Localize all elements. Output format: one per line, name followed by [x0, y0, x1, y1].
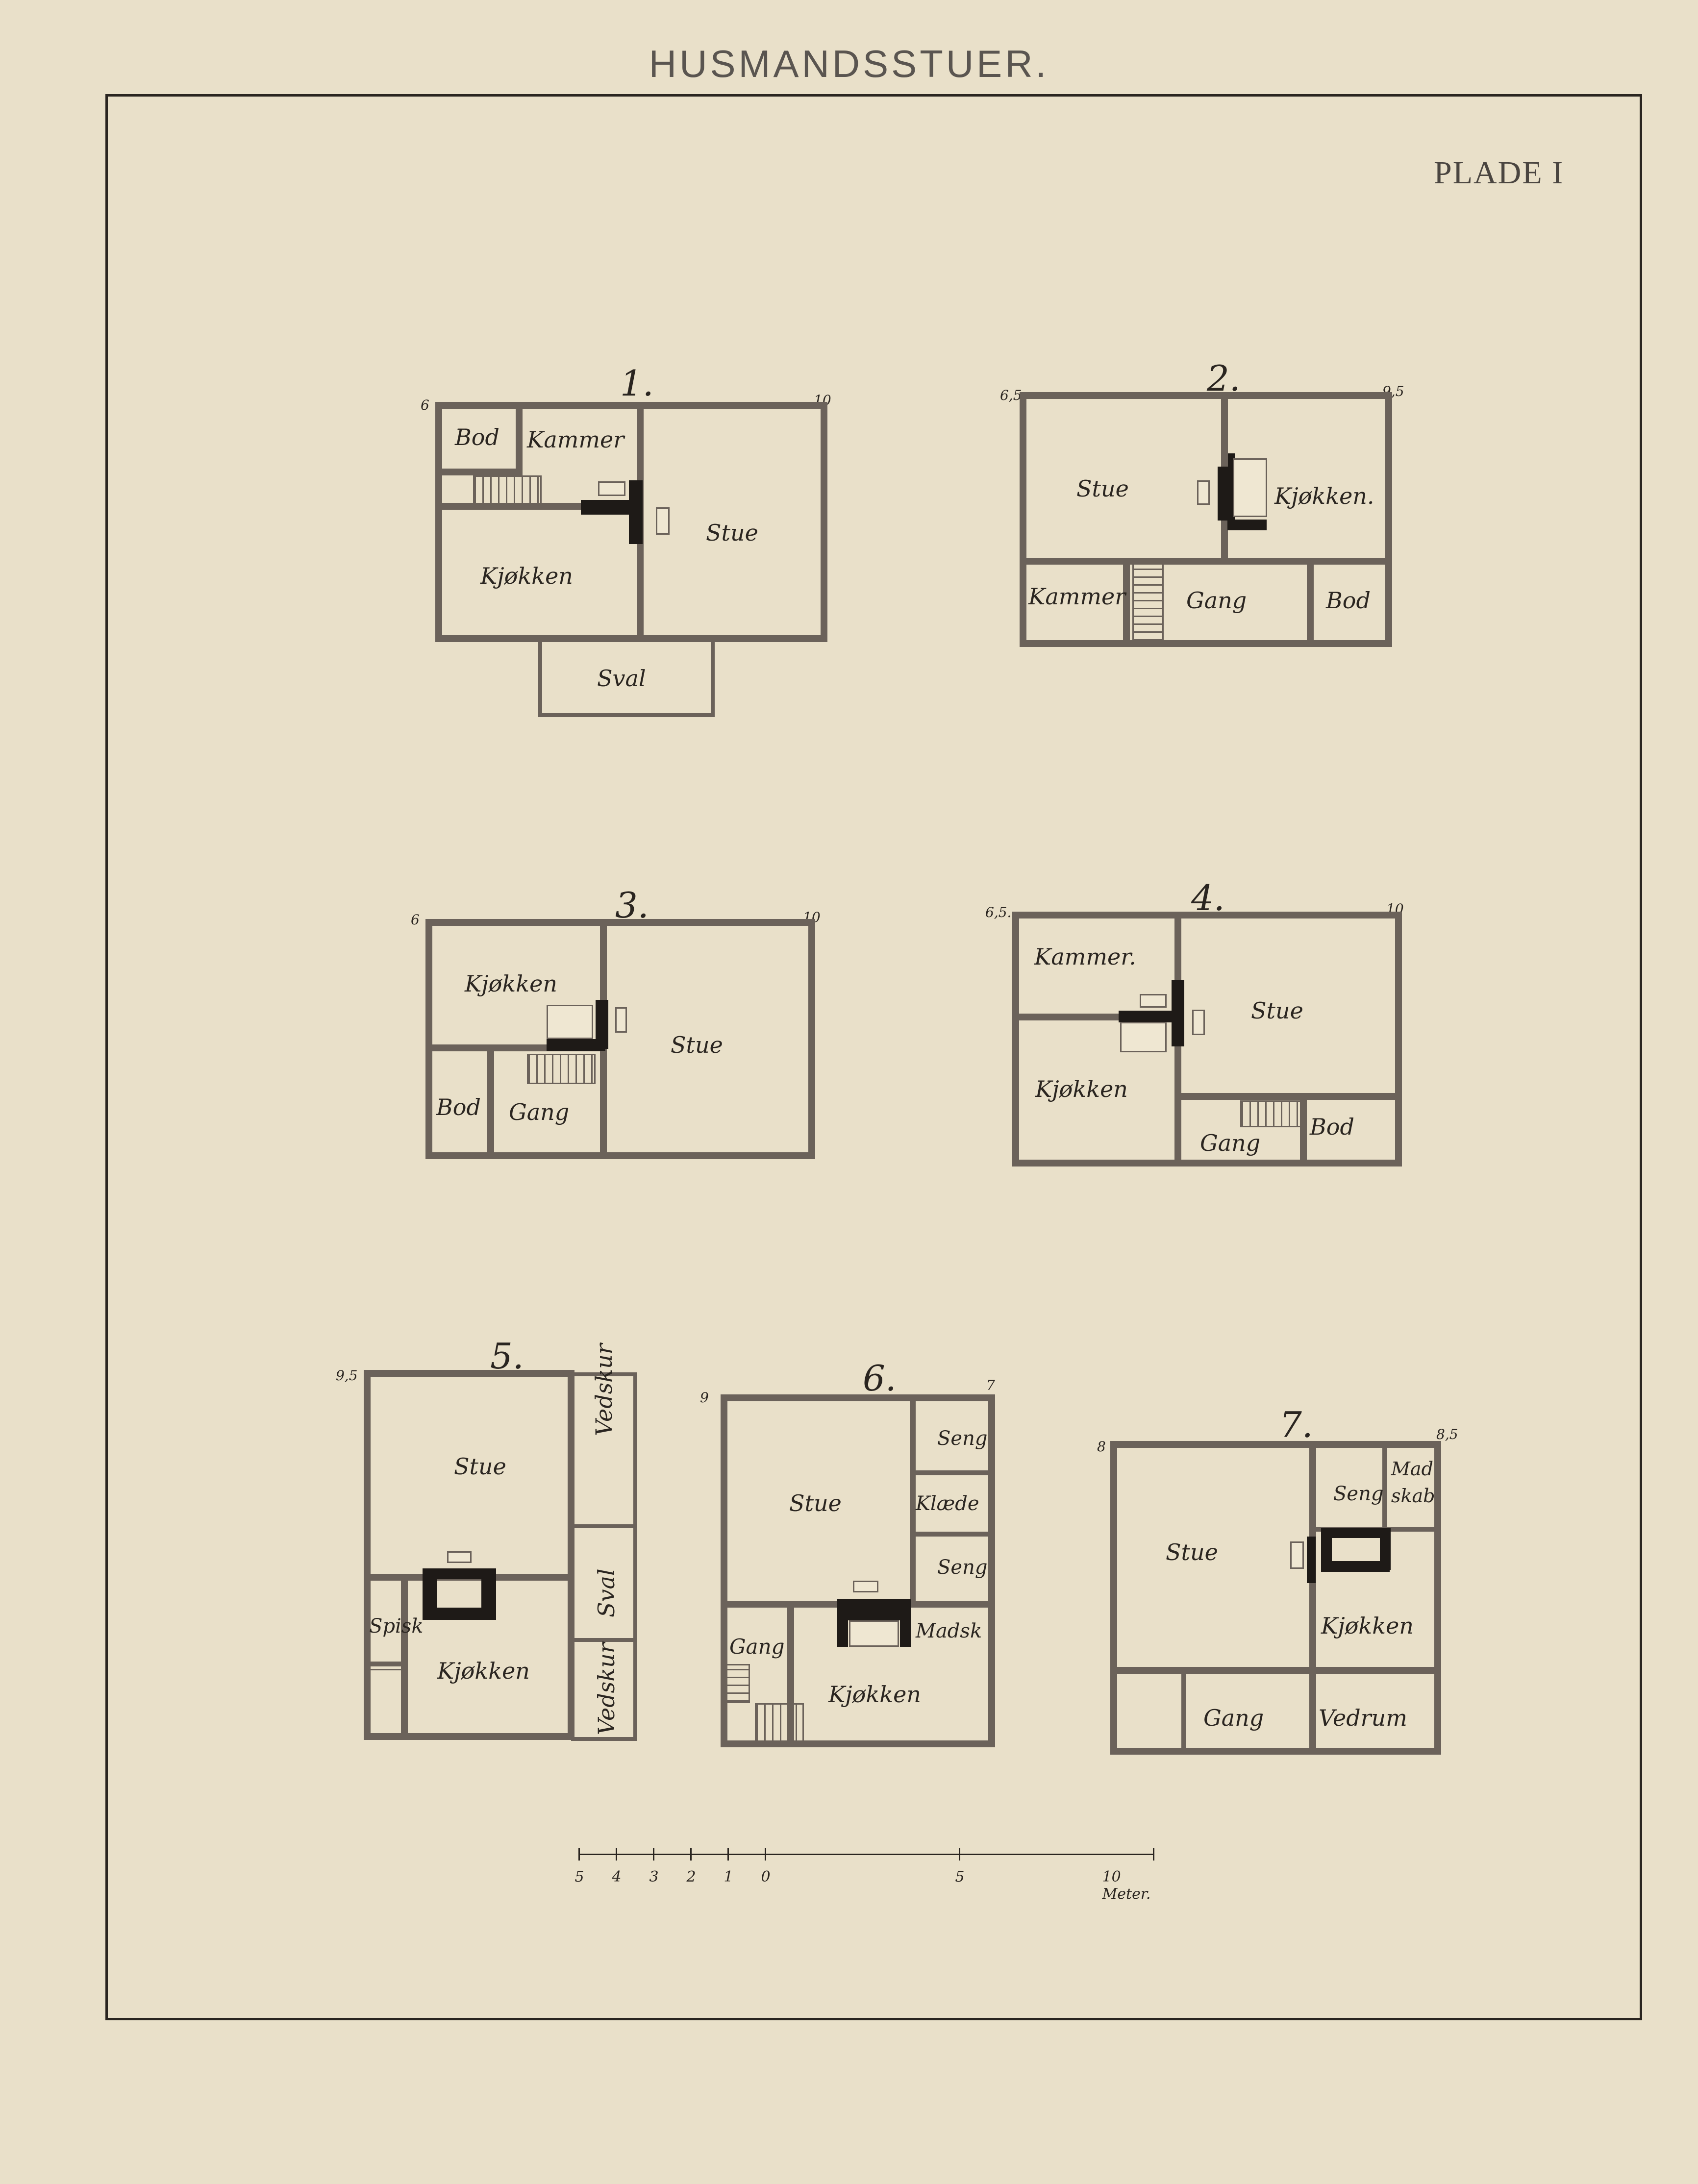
dimension-label: 6,5 — [1000, 387, 1022, 403]
scale-label: 10 Meter. — [1102, 1868, 1151, 1903]
oven-box — [853, 1581, 878, 1592]
room-label: Gang — [1186, 587, 1247, 614]
stove — [1119, 1011, 1177, 1022]
staircase — [755, 1703, 804, 1742]
room-label: Stue — [1166, 1539, 1218, 1565]
plan-number: 2. — [1207, 358, 1241, 399]
scale-tick — [765, 1848, 766, 1861]
dimension-label: 6,5. — [985, 904, 1012, 920]
room-label: Kammer. — [1034, 943, 1136, 970]
oven-box — [1192, 1010, 1205, 1035]
scale-label: 5 — [574, 1868, 584, 1886]
scale-tick — [690, 1848, 692, 1861]
room-label: Spisk — [369, 1615, 424, 1638]
scale-label: 4 — [612, 1868, 622, 1886]
staircase — [1240, 1100, 1301, 1127]
room-label: Stue — [454, 1453, 506, 1480]
dimension-label: 9,5 — [1382, 383, 1404, 399]
stove — [837, 1599, 911, 1609]
dimension-label: 10 — [1386, 901, 1404, 917]
staircase — [1132, 561, 1164, 642]
room-label: Klæde — [916, 1492, 979, 1515]
staircase — [473, 475, 542, 506]
room-label: Stue — [1251, 997, 1303, 1024]
room-label: Madsk — [916, 1620, 982, 1642]
room-label: Gang — [1203, 1705, 1264, 1731]
scale-tick — [616, 1848, 617, 1861]
room-label: Sval — [597, 665, 646, 692]
stove — [837, 1608, 848, 1647]
room-label: Kammer — [527, 426, 624, 453]
room-label: Stue — [671, 1032, 723, 1058]
scale-tick — [959, 1848, 960, 1861]
dimension-label: 8 — [1097, 1439, 1106, 1455]
staircase — [527, 1054, 596, 1084]
room-label: Gang — [509, 1099, 570, 1125]
dimension-label: 6 — [421, 397, 429, 413]
plate-label: PLADE I — [1434, 155, 1564, 191]
dimension-label: 9,5 — [336, 1367, 358, 1384]
oven-box — [598, 481, 625, 496]
stove — [1172, 980, 1184, 1046]
page-title: HUSMANDSSTUER. — [649, 42, 1049, 85]
scale-label: 3 — [649, 1868, 659, 1886]
room-label: Seng — [1333, 1483, 1384, 1505]
room-label: Kjøkken — [1321, 1613, 1414, 1639]
scale-tick — [727, 1848, 729, 1861]
room-label: Kjøkken — [465, 970, 557, 997]
room-label: Vedskur — [591, 1343, 617, 1436]
oven-box — [547, 1005, 593, 1039]
room-label: Kjøkken — [1035, 1076, 1128, 1102]
plan-number: 7. — [1279, 1404, 1313, 1445]
plan-number: 1. — [620, 363, 654, 404]
room-label: Sval — [593, 1568, 620, 1617]
room-label: Kjøkken — [828, 1681, 921, 1708]
scale-label: 2 — [686, 1868, 696, 1886]
dimension-label: 10 — [803, 909, 821, 925]
staircase — [369, 1669, 408, 1737]
scale-tick — [653, 1848, 654, 1861]
oven-box — [1290, 1541, 1304, 1569]
room-label: Vedskur — [593, 1642, 620, 1735]
plan-number: 4. — [1191, 877, 1225, 918]
plan-number: 3. — [615, 885, 649, 926]
oven-box — [1197, 480, 1210, 505]
plan-number: 6. — [863, 1358, 897, 1399]
stove — [581, 500, 635, 515]
dimension-label: 9 — [700, 1390, 709, 1406]
oven-box — [1140, 994, 1167, 1008]
stove — [423, 1608, 496, 1620]
dimension-label: 7 — [986, 1377, 995, 1393]
stove — [629, 480, 643, 544]
stove — [1307, 1537, 1316, 1583]
room-label: Kjøkken — [480, 563, 573, 589]
plan-number: 5. — [490, 1336, 524, 1377]
oven-box — [656, 507, 670, 535]
staircase — [725, 1664, 750, 1703]
room-label: Kammer — [1028, 583, 1126, 610]
scale-label: 5 — [955, 1868, 965, 1886]
room-label: skab — [1391, 1485, 1435, 1507]
dimension-label: 10 — [814, 392, 831, 408]
room-label: Stue — [789, 1490, 842, 1516]
room-label: Seng — [937, 1427, 988, 1450]
scale-tick — [1153, 1848, 1154, 1861]
room-label: Gang — [1200, 1130, 1261, 1156]
scale-label: 1 — [724, 1868, 733, 1886]
room-label: Bod — [436, 1094, 481, 1120]
room-label: Kjøkken — [437, 1658, 530, 1684]
oven-box — [1120, 1022, 1167, 1052]
scale-line — [578, 1854, 1154, 1855]
room-label: Kjøkken. — [1274, 483, 1374, 509]
stove — [1321, 1561, 1390, 1572]
room-label: Bod — [1310, 1114, 1354, 1140]
room-label: Bod — [1326, 587, 1371, 614]
scale-tick — [578, 1848, 580, 1861]
oven-box — [615, 1007, 627, 1033]
room-label: Stue — [706, 520, 758, 546]
oven-box — [1233, 458, 1267, 517]
scale-bar — [574, 1843, 1157, 1903]
dimension-label: 8,5 — [1436, 1426, 1458, 1442]
scale-label: 0 — [761, 1868, 771, 1886]
stove — [596, 1000, 608, 1049]
oven-box — [447, 1551, 472, 1563]
room-label: Bod — [455, 424, 499, 450]
inner-wall — [1110, 1671, 1186, 1755]
room-label: Vedrum — [1319, 1705, 1407, 1731]
oven-box — [849, 1620, 899, 1647]
room-label: Seng — [937, 1556, 988, 1579]
stove — [423, 1568, 496, 1579]
room-label: Stue — [1076, 475, 1129, 502]
stove — [1218, 467, 1228, 521]
inner-wall — [910, 1397, 995, 1537]
stove — [900, 1608, 911, 1647]
dimension-label: 6 — [411, 912, 420, 928]
room-label: Mad — [1391, 1458, 1433, 1480]
room-label: Gang — [729, 1635, 785, 1659]
